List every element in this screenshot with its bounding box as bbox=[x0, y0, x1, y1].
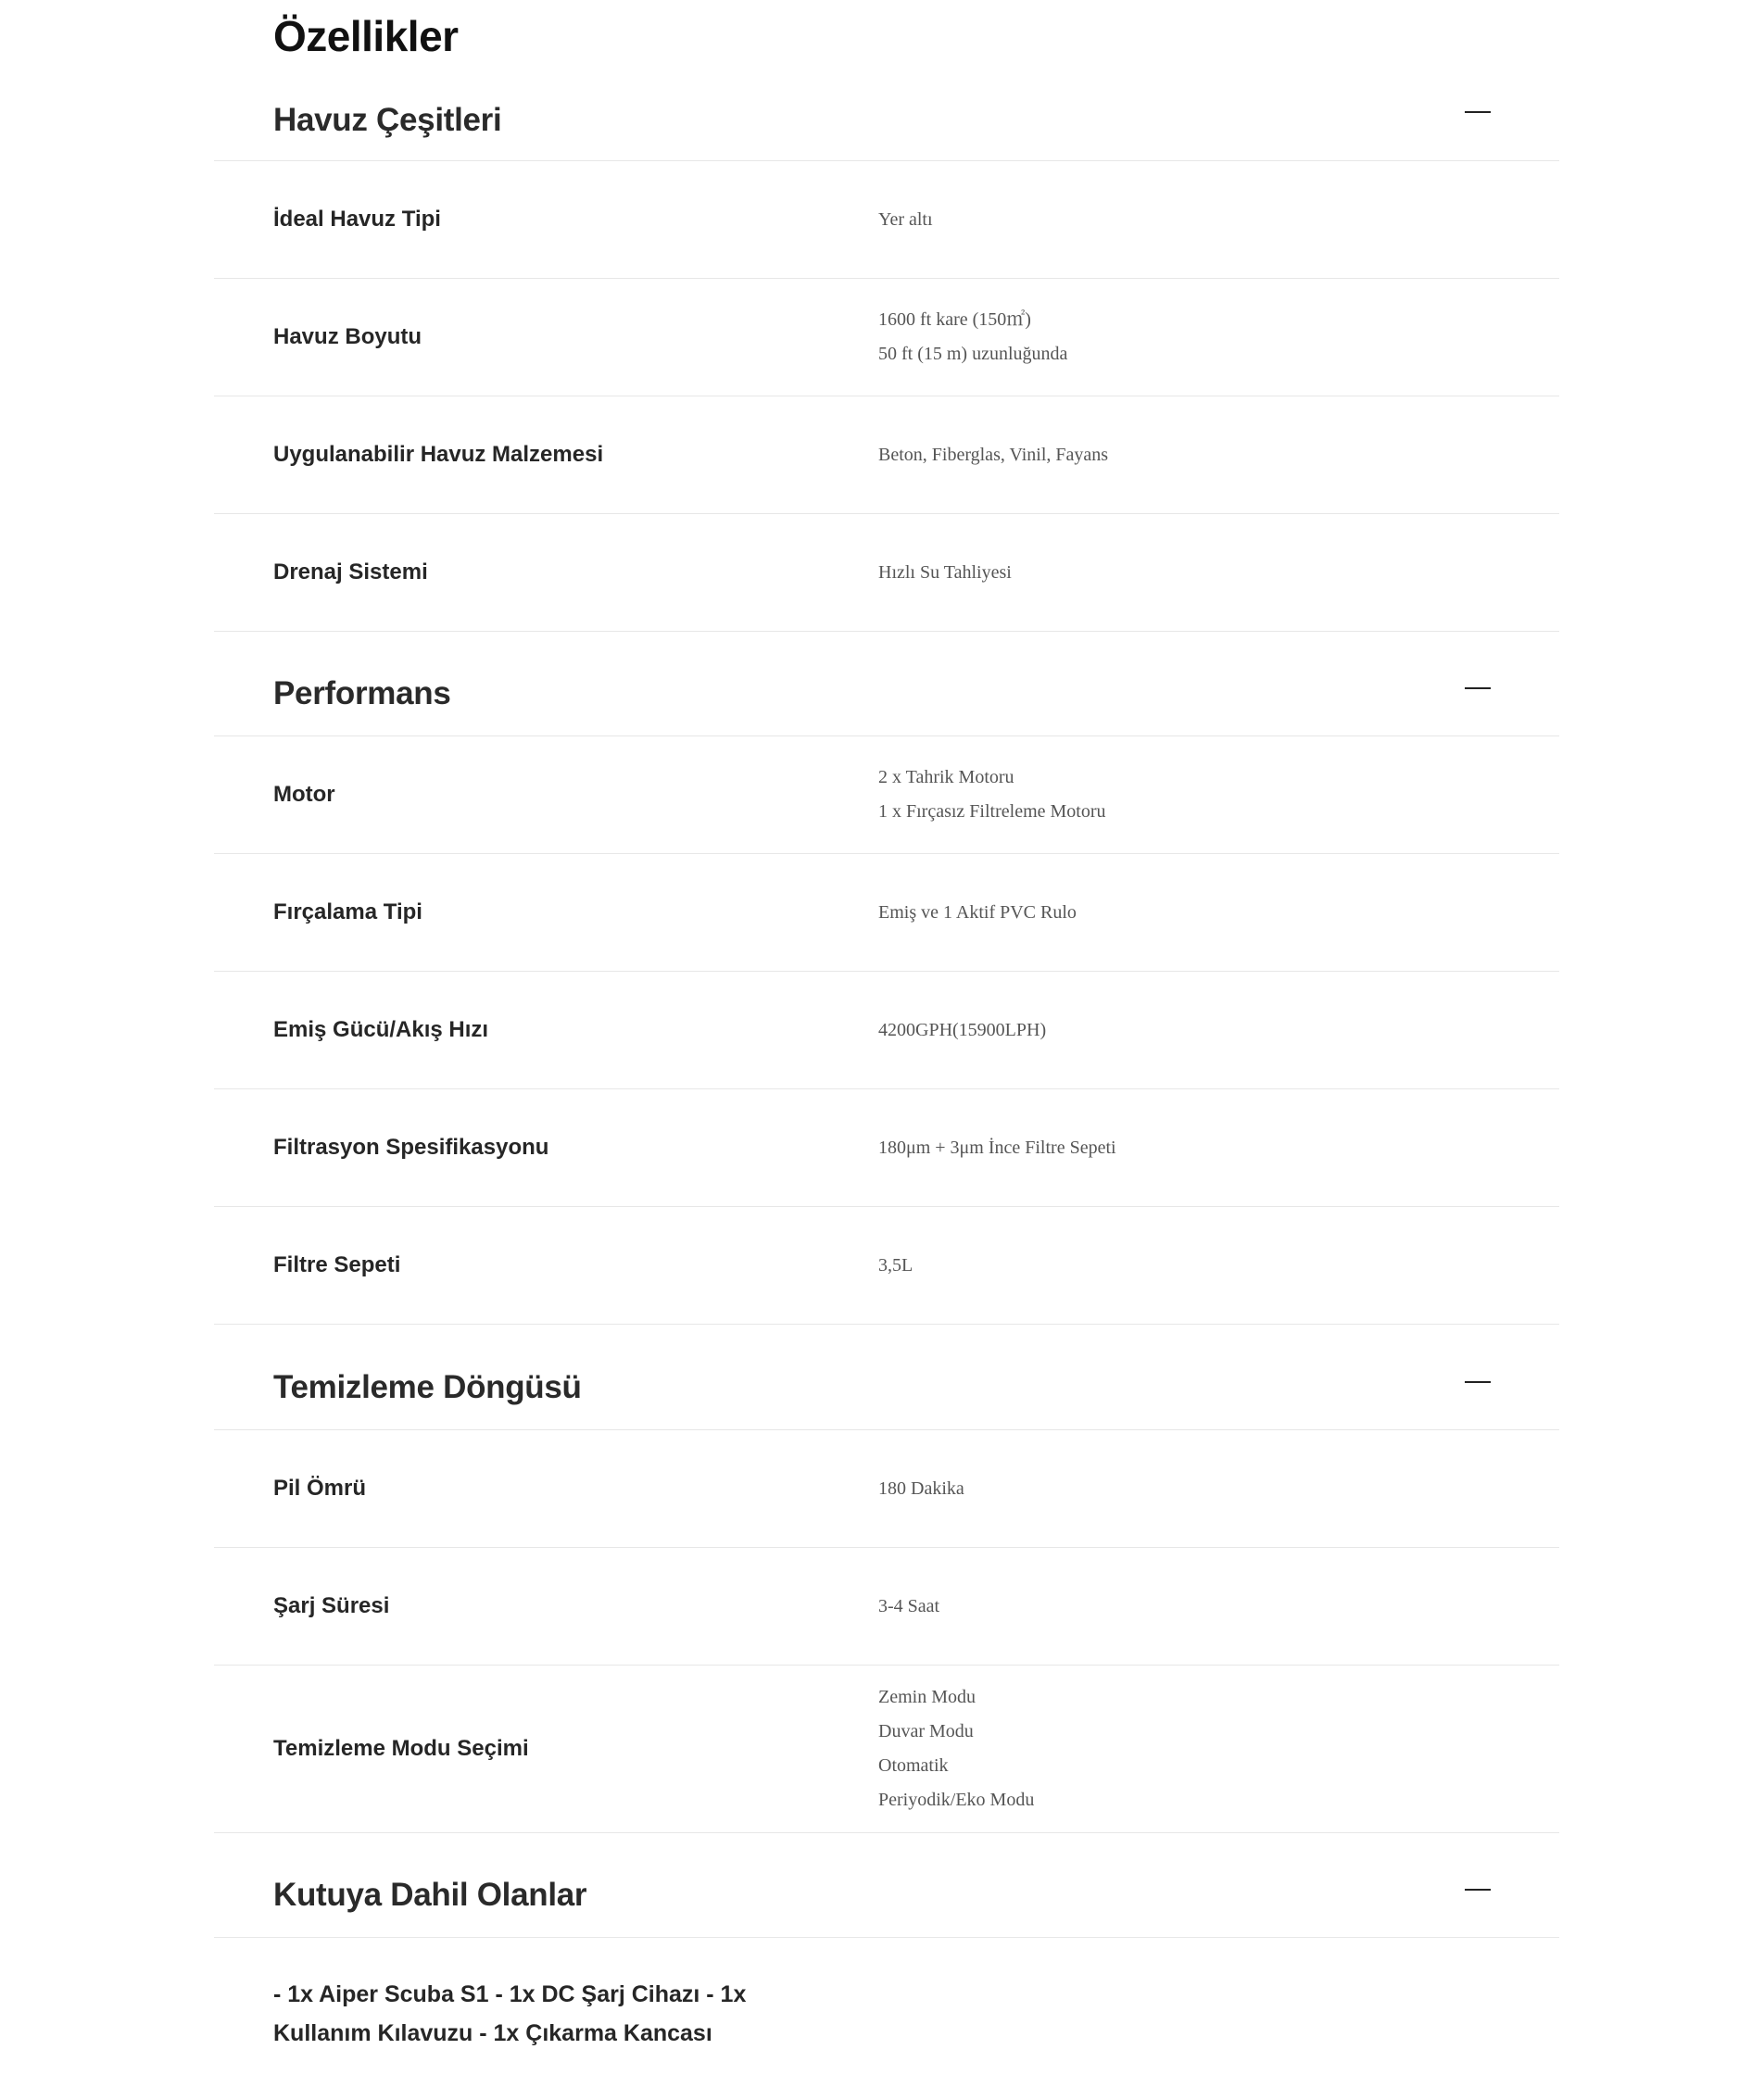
spec-value bbox=[878, 896, 1077, 930]
section-title: Temizleme Döngüsü bbox=[273, 1368, 582, 1405]
spec-label: Şarj Süresi bbox=[273, 1593, 390, 1618]
spec-label: Fırçalama Tipi bbox=[273, 899, 422, 924]
spec-value bbox=[878, 1013, 1046, 1048]
spec-value bbox=[878, 556, 1012, 590]
section-title: Performans bbox=[273, 675, 451, 711]
spec-value bbox=[878, 761, 1106, 829]
spec-label: Filtre Sepeti bbox=[273, 1252, 401, 1277]
spec-label: Filtrasyon Spesifikasyonu bbox=[273, 1135, 549, 1160]
spec-value bbox=[878, 1131, 1116, 1165]
spec-row bbox=[214, 279, 1559, 396]
spec-label: Temizleme Modu Seçimi bbox=[273, 1736, 529, 1761]
minus-icon[interactable] bbox=[1465, 1889, 1491, 1891]
spec-row bbox=[214, 854, 1559, 972]
section-header-havuz-cesitleri[interactable] bbox=[214, 72, 1559, 161]
spec-value-line: Periyodik/Eko Modu bbox=[878, 1790, 1035, 1810]
section-header-kutuya-dahil-olanlar[interactable] bbox=[214, 1833, 1559, 1938]
spec-label: Motor bbox=[273, 782, 335, 807]
spec-value bbox=[878, 1680, 1034, 1817]
spec-row bbox=[214, 161, 1559, 279]
spec-label: İdeal Havuz Tipi bbox=[273, 207, 441, 232]
spec-row bbox=[214, 514, 1559, 632]
box-contents-text: - 1x Aiper Scuba S1 - 1x DC Şarj Cihazı - 1x Kullanım Kılavuzu - 1x Çıkarma Kancası bbox=[273, 1981, 747, 2046]
spec-label: Pil Ömrü bbox=[273, 1476, 367, 1501]
spec-value-line: 1600 ft kare (150㎡) bbox=[878, 309, 1031, 330]
spec-value-line: 2 x Tahrik Motoru bbox=[878, 767, 1014, 787]
spec-value-line: Zemin Modu bbox=[878, 1687, 976, 1707]
section-title: Havuz Çeşitleri bbox=[273, 101, 502, 138]
minus-icon[interactable] bbox=[1465, 687, 1491, 689]
spec-value bbox=[878, 303, 1067, 371]
section-title: Kutuya Dahil Olanlar bbox=[273, 1877, 587, 1913]
spec-value-line: Otomatik bbox=[878, 1755, 949, 1776]
spec-value-line: 3-4 Saat bbox=[878, 1595, 940, 1616]
spec-row bbox=[214, 972, 1559, 1089]
section-header-temizleme-dongusu[interactable] bbox=[214, 1325, 1559, 1430]
spec-value-line: 3,5L bbox=[878, 1254, 914, 1276]
spec-label: Havuz Boyutu bbox=[273, 324, 422, 349]
spec-value-line: 180μm + 3μm İnce Filtre Sepeti bbox=[878, 1137, 1116, 1158]
spec-row bbox=[214, 1430, 1559, 1548]
spec-row bbox=[214, 396, 1559, 514]
minus-icon[interactable] bbox=[1465, 111, 1491, 113]
spec-label: Emiş Gücü/Akış Hızı bbox=[273, 1017, 489, 1042]
spec-value-line: Duvar Modu bbox=[878, 1721, 974, 1741]
spec-label: Drenaj Sistemi bbox=[273, 559, 428, 585]
spec-value-line: 1 x Fırçasız Filtreleme Motoru bbox=[878, 801, 1106, 822]
spec-row bbox=[214, 1207, 1559, 1325]
spec-row bbox=[214, 1666, 1559, 1833]
spec-value-line: 180 Dakika bbox=[878, 1477, 964, 1499]
spec-row bbox=[214, 1548, 1559, 1666]
spec-value-line: Yer altı bbox=[878, 208, 933, 230]
spec-value-line: Emiş ve 1 Aktif PVC Rulo bbox=[878, 901, 1077, 923]
spec-value-line: Beton, Fiberglas, Vinil, Fayans bbox=[878, 444, 1109, 465]
specs-container bbox=[214, 0, 1559, 2053]
spec-value-line: 4200GPH(15900LPH) bbox=[878, 1019, 1047, 1040]
spec-value-line: Hızlı Su Tahliyesi bbox=[878, 561, 1012, 583]
spec-row bbox=[214, 736, 1559, 854]
spec-value bbox=[878, 1472, 964, 1506]
spec-row bbox=[214, 1089, 1559, 1207]
section-header-performans[interactable] bbox=[214, 632, 1559, 736]
spec-value bbox=[878, 1590, 939, 1624]
spec-value bbox=[878, 203, 933, 237]
spec-value-line: 50 ft (15 m) uzunluğunda bbox=[878, 344, 1068, 364]
spec-value bbox=[878, 438, 1108, 472]
page-title: Özellikler bbox=[273, 12, 459, 60]
spec-value bbox=[878, 1249, 913, 1283]
spec-label: Uygulanabilir Havuz Malzemesi bbox=[273, 442, 604, 467]
minus-icon[interactable] bbox=[1465, 1381, 1491, 1383]
